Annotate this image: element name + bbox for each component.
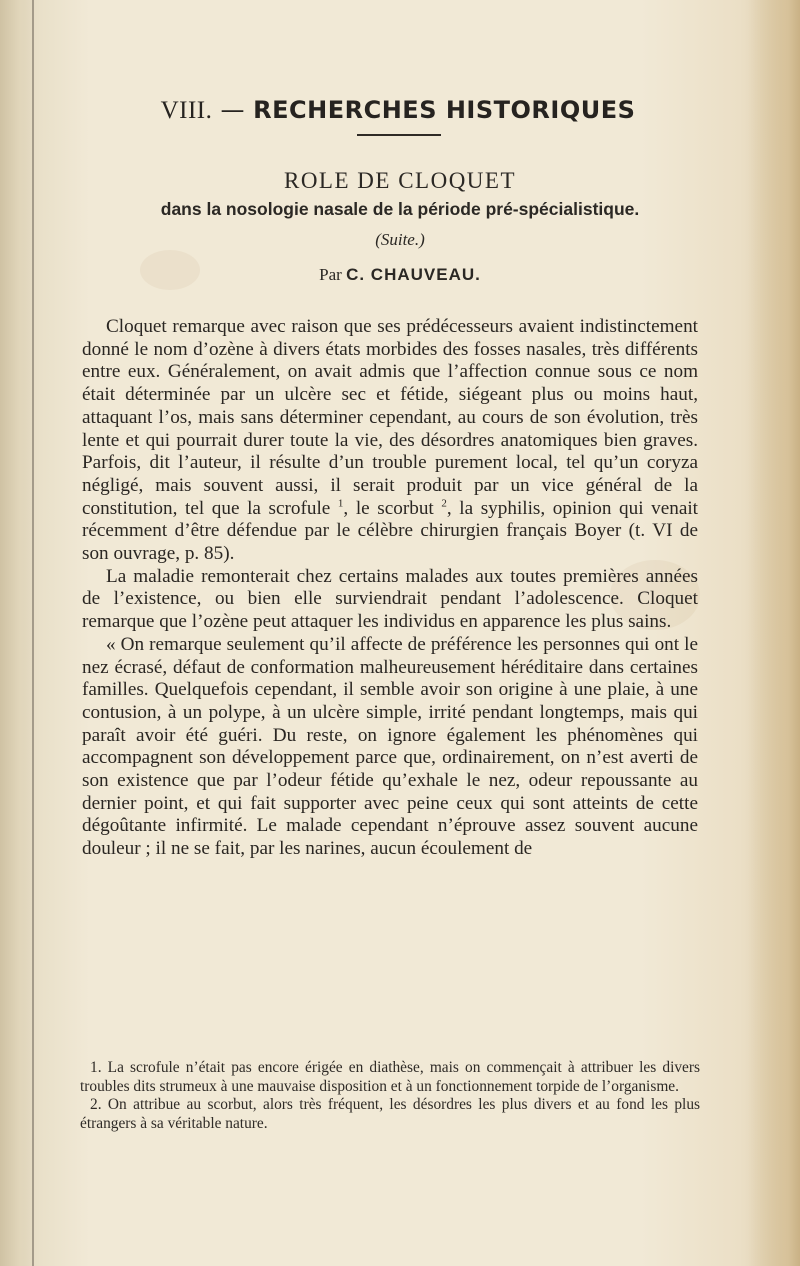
byline	[0, 265, 800, 285]
paragraph-text: , le scorbut	[343, 497, 434, 519]
paragraph-text: , la syphilis, opinion qui venait récemment d’être défendue par le célèbre chirurgien français Boyer (t. VI de son ouvrage, p. 85).	[82, 497, 699, 565]
continuation-note: (Suite.)	[375, 230, 425, 249]
section-heading	[128, 96, 668, 125]
footnotes	[80, 1059, 700, 1134]
footnote: 1. La scrofule n’était pas encore érigée en diathèse, mais on commençait à attribuer les divers troubles dits strumeux à une mauvaise disposition et à un fonctionnement torpide de l’organisme.	[80, 1059, 700, 1095]
footnote-ref: 1	[337, 497, 344, 510]
byline-prefix: Par	[319, 265, 342, 284]
article-body	[82, 316, 698, 861]
section-dash: —	[220, 96, 246, 124]
section-number: VIII.	[160, 97, 213, 124]
article-title: ROLE DE CLOQUET	[283, 168, 517, 193]
author-name: C. CHAUVEAU.	[346, 265, 481, 284]
paragraph	[82, 316, 698, 566]
section-title: RECHERCHES HISTORIQUES	[253, 96, 636, 124]
paragraph: La maladie remonterait chez certains malades aux toutes premières années de l’existence, ou bien elle surviendrait pendant l’adolescence. Cloquet remarque que l’ozène peut attaquer les individus en apparence les plus sains.	[82, 565, 698, 633]
paragraph-text: Cloquet remarque avec raison que ses prédécesseurs avaient indistinctement donné le nom d’ozène à divers états morbides des fosses nasales, très différents entre eux. Généralement, on avait admis que l’affection connue sous ce nom était déterminée par un ulcère sec et fétide, siégeant plus ou moins haut, attaquant l’os, mais sans déterminer cependant, au cours de son évolution, très lente et qui pourrait durer toute la vie, des désordres anatomiques bien graves. Parfois, dit l’auteur, il résulte d’un trouble purement local, tel qu’un coryza négligé, mais souvent aussi, il serait produit par un vice général de la constitution, tel que la scrofule	[82, 316, 698, 519]
paragraph: « On remarque seulement qu’il affecte de préférence les personnes qui ont le nez écrasé, défaut de conformation malheureusement héréditaire dans certaines familles. Quelquefois cependant, il semble avoir son origine à une plaie, à une contusion, à un polype, à un ulcère simple, irrité pendant longtemps, mais qui paraît avoir été guéri. Du reste, on ignore également les phénomènes qui accompagnent son développement parce que, ordinairement, on n’est averti de son existence que par l’odeur fétide qu’exhale le nez, odeur repoussante au dernier point, et qui fait supporter avec peine ceux qui sont atteints de cette dégoûtante infirmité. Le malade cependant n’éprouve assez souvent aucune douleur ; il ne se fait, par les narines, aucun écoulement de	[82, 633, 698, 860]
footnote: 2. On attribue au scorbut, alors très fréquent, les désordres les plus divers et au fond les plus étrangers à sa véritable nature.	[80, 1096, 700, 1133]
article-subtitle: dans la nosologie nasale de la période pré-spécialistique.	[160, 199, 640, 219]
footnote-ref: 2	[441, 497, 447, 510]
heading-rule	[357, 134, 441, 136]
